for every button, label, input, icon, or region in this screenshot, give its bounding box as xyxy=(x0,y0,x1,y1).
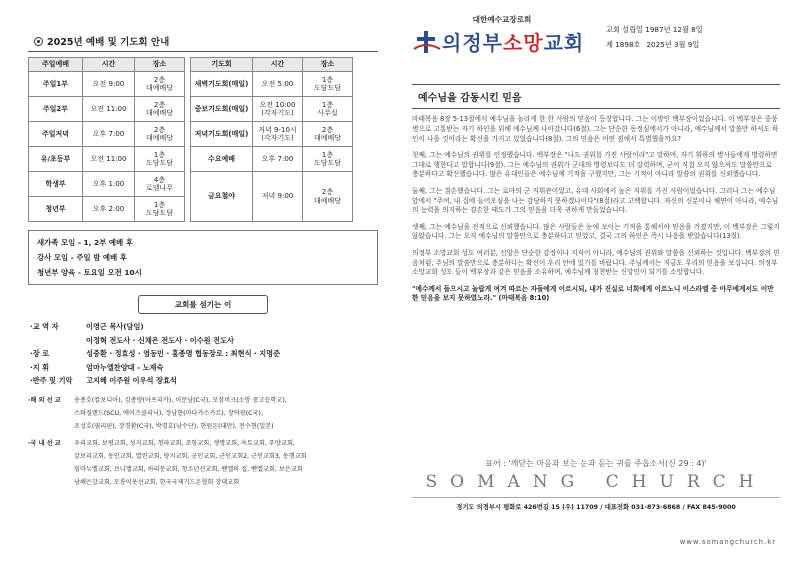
article-paragraph: 마태복음 8장 5-13절에서 예수님을 놀라게 한 한 사람의 믿음이 등장합니다. 그는 이방인 백부장이었습니다. 이 백부장은 중풍병으로 고통받는 자기 하인을 위해 예수님께 나아갔니다(6절). 그는 단순한 동정심에서가 아니라, 예수님께서 말씀만 하셔도 하인이 나을 것이라는 확신을 가지고 있었습니다(8절). 그의 믿음은 어떤 점에서 특별했을까요? xyxy=(412,115,779,143)
masthead xyxy=(412,14,780,82)
bulletin-info xyxy=(606,22,703,52)
schedule-cell: 오후 7:00 xyxy=(83,122,135,147)
mission-line: 스와질랜드(SCU, 에이즈클리닉), 정남현(마다가스카르), 장덕광(C국), xyxy=(74,409,263,417)
prayer-name: 저녁기도회(매일) xyxy=(191,122,253,147)
schedule-cell: 오후 1:00 xyxy=(83,172,135,197)
schedule-header: 장소 xyxy=(135,58,185,72)
footer xyxy=(412,458,780,511)
schedule-cell: 2층 대예배당 xyxy=(303,122,353,147)
schedule-cell: 2층 대예배당 xyxy=(135,97,185,122)
staff-role: ·교 역 자 xyxy=(30,322,59,331)
schedule-header: 시간 xyxy=(83,58,135,72)
article-paragraph: 셋째, 그는 예수님을 전적으로 신뢰했습니다. 많은 사람들은 눈에 보이는 기적을 통해서야 믿음을 가졌지만, 이 백부장은 그렇지 않았습니다. 그는 오직 예수님의 말씀만으로 충분하다고 믿었고, 결국 그의 하인은 즉시 나음을 받았습니다(13절). xyxy=(412,222,780,241)
schedule-table xyxy=(28,57,353,222)
schedule-cell: 2층 대예배당 xyxy=(135,122,185,147)
notice-box xyxy=(28,230,378,285)
mission-line: 남해은강교회, 모룡이웃선교회, 한국국제기드온협회 장대교회 xyxy=(74,478,240,486)
notice-item: 청년부 양육 - 토요일 오전 10시 xyxy=(37,268,142,277)
notice-item: 강사 모임 - 주일 밤 예배 후 xyxy=(37,253,127,262)
service-name: 주일저녁 xyxy=(29,122,83,147)
schedule-cell: 오후 2:00 xyxy=(83,197,135,222)
schedule-cell: 1층 도담도담 xyxy=(303,72,353,97)
schedule-cell: 오전 9:00 xyxy=(83,72,135,97)
schedule-cell: 1층 도담도담 xyxy=(135,147,185,172)
mission-label: ·국 내 선 교 xyxy=(28,439,61,447)
schedule-cell: 오전 10:00 (각자기도) xyxy=(253,97,303,122)
scripture-quote: "예수께서 들으시고 놀랍게 여겨 따르는 자들에게 이르시되, 내가 진실로 너희에게 이르노니 이스라엘 중 아무에게서도 이만한 믿음을 보지 못하였노라." (마태복음 8:10) xyxy=(412,284,774,303)
prayer-name: 수요예배 xyxy=(191,147,253,172)
issue-date: 2025년 3월 9일 xyxy=(646,40,700,49)
service-name: 주일2부 xyxy=(29,97,83,122)
staff-role: ·지 휘 xyxy=(30,362,50,372)
mission-group xyxy=(28,437,378,489)
staff-names: 이영근 목사(담임) xyxy=(86,322,144,331)
prayer-name: 금요철야 xyxy=(191,172,253,222)
cross-logo-icon xyxy=(412,29,442,55)
staff-names: 엄마누엘찬양대 - 노재숙 xyxy=(86,362,164,372)
schedule-cell: 1층 도담도담 xyxy=(135,197,185,222)
article-paragraph: 둘째, 그는 겸손했습니다. 그는 로마의 군 지휘관이었고, 유대 사회에서 높은 지위를 가진 사람이었습니다. 그러나 그는 예수님 앞에서 "주여, 내 집에 들어오심을 나는 감당하지 못하겠나이다"(8절)라고 고백합니다. 자신의 신분이나 체면이 아니라, 예수님의 능력을 의지하는 겸손한 태도가 그의 믿음을 더욱 귀하게 만들었습니다. xyxy=(412,186,779,215)
prayer-name: 중보기도회(매일) xyxy=(191,97,253,122)
staff-names: 성중환 · 정효성 · 염동민 · 홍종명 협동장로 : 최현식 · 지명준 xyxy=(86,349,281,359)
article-paragraph: 첫째, 그는 예수님의 권위를 인정했습니다. 백부장은 "나도 권위를 가진 사람이라"고 말하며, 자기 휘하의 병사들에게 명령하면 그대로 행한다고 말합니다(9절). 그는 예수님의 권위가 군대의 명령보다도 더 강력하며, 굳이 직접 오지 않으셔도 말씀만으로 충분하다고 확신했습니다. 많은 유대인들은 예수님께 기적을 구했지만, 그는 기적이 아니라 말씀의 권위를 신뢰했습니다. xyxy=(412,150,778,179)
article-body xyxy=(412,115,780,304)
mission-line: 임마누엘교회, 브니엘교회, 하리문교회, 청소년선교회, 벧엘의 집, 벧엘교회, 보은교회 xyxy=(74,465,303,473)
staff-list xyxy=(28,320,378,388)
schedule-cell: 저녁 9:00 xyxy=(253,172,303,222)
mission-group xyxy=(28,394,378,433)
schedule-cell: 오전 11:00 xyxy=(83,97,135,122)
staff-row xyxy=(28,320,378,334)
prayer-name: 새벽기도회(매일) xyxy=(191,72,253,97)
article-title: 예수님을 감동시킨 믿음 xyxy=(412,84,780,109)
website-url[interactable]: www.somangchurch.kr xyxy=(679,538,776,546)
service-name: 청년부 xyxy=(29,197,83,222)
denomination: 대한예수교장로회 xyxy=(472,15,532,24)
mission-line: 우리교회, 보평교회, 성지교회, 청파교회, 조항교회, 생명교회, 옥토교회, 푸양교회, xyxy=(74,439,295,447)
staff-names: 이정혁 전도사 · 신채은 전도사 · 이수원 전도사 xyxy=(86,335,234,345)
right-page xyxy=(412,14,780,311)
staff-role xyxy=(28,334,86,348)
schedule-header: 기도회 xyxy=(191,58,253,72)
service-name: 유/초등부 xyxy=(29,147,83,172)
staff-role: ·장 로 xyxy=(30,349,50,359)
mission-list xyxy=(28,394,378,489)
staff-row xyxy=(28,334,378,348)
mission-label: ·해 외 선 교 xyxy=(28,396,61,404)
church-english-name: SOMANG CHURCH xyxy=(425,472,767,492)
address: 경기도 의정부시 평화로 426번길 15 (우) 11709 / 대표전화 031-873-6868 / FAX 845-9000 xyxy=(412,497,780,511)
service-name: 학생부 xyxy=(29,172,83,197)
motto: 표어 : '깨닫는 마음과 보는 눈과 듣는 귀를 주옵소서(신 29 : 4)' xyxy=(485,459,707,468)
established-date: 교회 설립일 1987년 12월 8일 xyxy=(606,25,703,34)
schedule-cell: 오전 11:00 xyxy=(83,147,135,172)
mission-values xyxy=(74,394,378,433)
schedule-cell: 2층 대예배당 xyxy=(303,172,353,222)
schedule-cell: 저녁 9-10시 (각자기도) xyxy=(253,122,303,147)
mission-values xyxy=(74,437,378,489)
mission-line: 갈보리교회, 동인교회, 열린교회, 양지교회, 군인교회, 군인교회2, 군인교회3, 동행교회 xyxy=(74,452,307,460)
staff-row xyxy=(28,347,378,361)
schedule-cell: 1층 도담도담 xyxy=(303,147,353,172)
staff-names: 고지혜 이주원 이우석 장효석 xyxy=(86,376,177,386)
staff-role: ·반주 및 기악 xyxy=(30,376,73,386)
staff-row xyxy=(28,374,378,388)
schedule-title: 2025년 예배 및 기도회 안내 xyxy=(28,30,378,52)
church-logo xyxy=(412,14,592,56)
mission-line: 조성호(필리핀), 장경환(C국), 박경호(남수단), 현원돈(대만), 전수현(일본) xyxy=(74,422,274,430)
mission-line: 송종호(칼보디아), 김종양(아프리카), 이문남(C국), 모잠비크(소망 중고등학교), xyxy=(74,396,287,404)
left-page xyxy=(28,30,378,493)
schedule-cell: 2층 대예배당 xyxy=(135,72,185,97)
schedule-cell: 1층 사무실 xyxy=(303,97,353,122)
schedule-cell: 오후 7:00 xyxy=(253,147,303,172)
schedule-header: 장소 xyxy=(303,58,353,72)
bullet-icon xyxy=(34,37,43,46)
church-name: 의정부소망교회 xyxy=(442,31,585,55)
service-name: 주일1부 xyxy=(29,72,83,97)
issue-number: 제 1898호 xyxy=(606,40,641,49)
staff-title: 교회를 섬기는 이 xyxy=(138,295,268,314)
schedule-header: 시간 xyxy=(253,58,303,72)
notice-item: 새가족 모임 - 1, 2부 예배 후 xyxy=(37,238,133,247)
schedule-cell: 4층 로뎀나무 xyxy=(135,172,185,197)
article-paragraph: 의정부 소망교회 성도 여러분, 신앙은 단순한 감정이나 지식이 아니라, 예수님의 권위와 말씀을 신뢰하는 것입니다. 백부장의 믿음처럼, 주님의 말씀만으로 충분하다는 확신이 우리 안에 있기를 바랍니다. 주님께서는 지금도 우리의 믿음을 보십니다. 의정부 소망교회 성도 들이 백부장과 같은 믿음을 소유하며, 예수님께 칭찬받는 신앙인이 되기를 소망합니다. xyxy=(412,248,780,277)
schedule-cell: 오전 5:00 xyxy=(253,72,303,97)
staff-row xyxy=(28,361,378,375)
schedule-header: 주일예배 xyxy=(29,58,83,72)
